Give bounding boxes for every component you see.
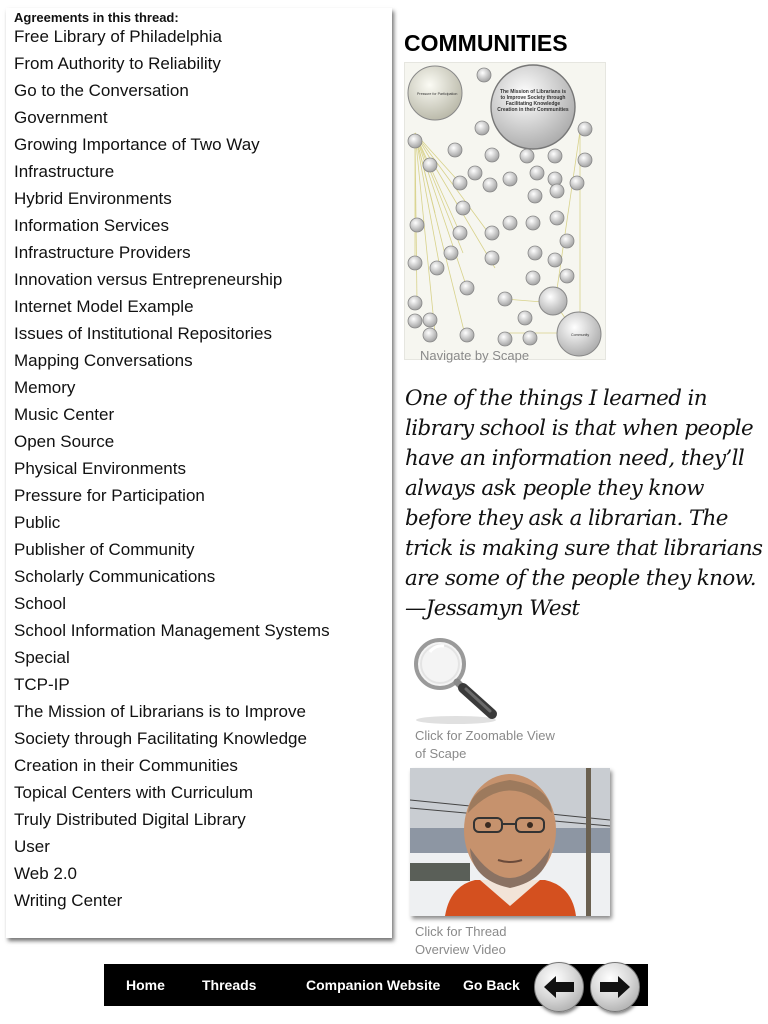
agreement-item[interactable]: Mapping Conversations bbox=[14, 351, 193, 370]
agreement-item[interactable]: Scholarly Communications bbox=[14, 567, 216, 586]
agreement-item[interactable]: Publisher of Community bbox=[14, 540, 195, 559]
agreement-item[interactable]: Creation in their Communities bbox=[14, 756, 238, 775]
agreement-item[interactable]: From Authority to Reliability bbox=[14, 54, 221, 73]
video-thumbnail[interactable] bbox=[410, 768, 610, 916]
quote-author: —Jessamyn West bbox=[405, 596, 580, 621]
agreement-item[interactable]: Physical Environments bbox=[14, 459, 186, 478]
quote bbox=[405, 384, 765, 624]
agreements-panel bbox=[6, 8, 392, 938]
previous-arrow-button[interactable] bbox=[534, 962, 584, 1012]
magnifier-icon[interactable] bbox=[410, 634, 502, 726]
video-caption: Click for Thread Overview Video bbox=[415, 924, 507, 957]
agreement-item[interactable]: Issues of Institutional Repositories bbox=[14, 324, 272, 343]
agreement-item[interactable]: Growing Importance of Two Way bbox=[14, 135, 260, 154]
agreement-item[interactable]: Web 2.0 bbox=[14, 864, 78, 883]
agreement-item[interactable]: Special bbox=[14, 648, 70, 667]
page-title: COMMUNITIES bbox=[404, 30, 568, 56]
agreement-item[interactable]: Innovation versus Entrepreneurship bbox=[14, 270, 283, 289]
agreement-item[interactable]: Go to the Conversation bbox=[14, 81, 189, 100]
agreements-list bbox=[14, 26, 330, 917]
arrow-left-icon bbox=[543, 975, 575, 999]
agreement-item[interactable]: User bbox=[14, 837, 50, 856]
agreement-item[interactable]: Truly Distributed Digital Library bbox=[14, 810, 246, 829]
agreement-item[interactable]: Infrastructure Providers bbox=[14, 243, 191, 262]
agreement-item[interactable]: TCP-IP bbox=[14, 675, 70, 694]
agreement-item[interactable]: Public bbox=[14, 513, 61, 532]
agreement-item[interactable]: Music Center bbox=[14, 405, 115, 424]
next-arrow-button[interactable] bbox=[590, 962, 640, 1012]
agreement-item[interactable]: The Mission of Librarians is to Improve bbox=[14, 702, 306, 721]
agreement-item[interactable]: Infrastructure bbox=[14, 162, 115, 181]
agreement-item[interactable]: School Information Management Systems bbox=[14, 621, 330, 640]
nav-home-link[interactable]: Home bbox=[126, 977, 165, 993]
scape-node-community: Community bbox=[571, 333, 590, 337]
scape-node-mission: The Mission of Librarians is to Improve Society through Facilitating Knowledge Creation in their Communities bbox=[497, 89, 569, 113]
scape-caption: Navigate by Scape bbox=[420, 348, 530, 363]
agreements-heading: Agreements in this thread: bbox=[14, 10, 179, 25]
agreement-item[interactable]: Pressure for Participation bbox=[14, 486, 205, 505]
agreement-item[interactable]: Hybrid Environments bbox=[14, 189, 172, 208]
agreement-item[interactable]: Free Library of Philadelphia bbox=[14, 27, 222, 46]
nav-companion-link[interactable]: Companion Website bbox=[306, 977, 441, 993]
arrow-right-icon bbox=[599, 975, 631, 999]
agreement-item[interactable]: Government bbox=[14, 108, 108, 127]
agreement-item[interactable]: Memory bbox=[14, 378, 76, 397]
scape-node-pressure: Pressure for Participation bbox=[417, 92, 458, 96]
agreement-item[interactable]: Open Source bbox=[14, 432, 115, 451]
agreement-item[interactable]: Topical Centers with Curriculum bbox=[14, 783, 254, 802]
agreement-item[interactable]: School bbox=[14, 594, 66, 613]
zoom-caption: Click for Zoomable View of Scape bbox=[415, 728, 555, 761]
scape-map[interactable] bbox=[404, 62, 606, 360]
quote-text: One of the things I learned in library school is that when people have an information need, they’ll always ask people they know before they ask a librarian. The trick is making sure that librarians are some of the people they know. bbox=[405, 386, 763, 591]
nav-threads-link[interactable]: Threads bbox=[202, 977, 257, 993]
agreement-item[interactable]: Information Services bbox=[14, 216, 169, 235]
agreement-item[interactable]: Internet Model Example bbox=[14, 297, 194, 316]
agreement-item[interactable]: Society through Facilitating Knowledge bbox=[14, 729, 307, 748]
agreement-item[interactable]: Writing Center bbox=[14, 891, 123, 910]
nav-go-back-link[interactable]: Go Back bbox=[463, 977, 520, 993]
